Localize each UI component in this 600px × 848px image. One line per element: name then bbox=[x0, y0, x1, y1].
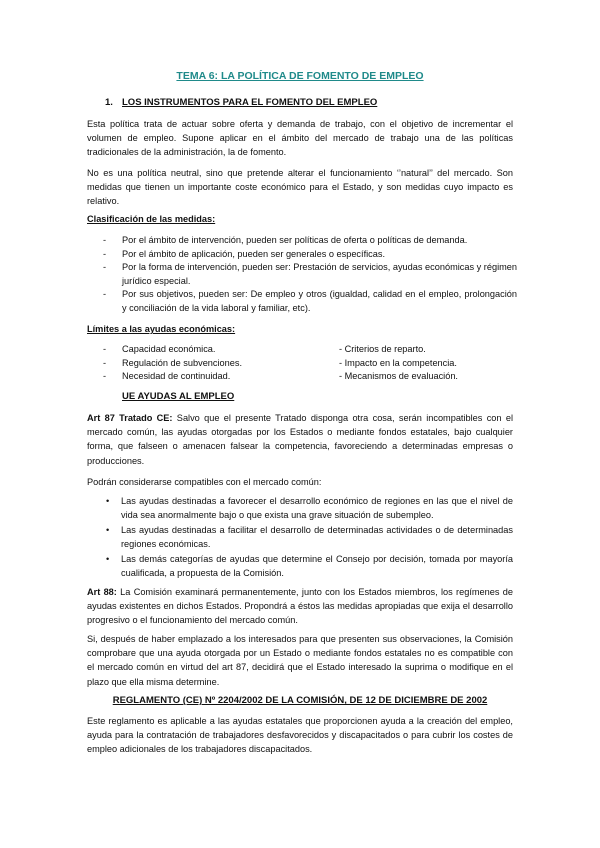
art88-label: Art 88: bbox=[87, 587, 117, 597]
paragraph-si: Si, después de haber emplazado a los interesados para que presenten sus observaciones, la Comisión comprobare que una ayuda otorgada por un Estado o mediante fondos estatales no es compatible con el mercado común en virtud del art 87, decidirá que el Estado interesado la suprima o modifique en el plazo que ella misma determine. bbox=[87, 634, 513, 687]
list-item: - Capacidad económica. bbox=[103, 344, 216, 354]
list-item: - Por el ámbito de intervención, pueden ser políticas de oferta o políticas de demanda. bbox=[87, 234, 517, 248]
art87-text: Salvo que el presente Tratado disponga otra cosa, serán incompatibles con el mercado común, las ayudas otorgadas por los Estados o mediante fondos estatales, bajo cualquier forma, que falseen o amenacen falsear la competencia, favoreciendo a determinadas empresas o producciones. bbox=[87, 413, 513, 466]
clasificacion-list bbox=[87, 234, 517, 316]
list-item: - Regulación de subvenciones. bbox=[103, 357, 243, 368]
list-item: - Por sus objetivos, pueden ser: De empleo y otros (igualdad, calidad en el empleo, prolongación y conciliación de la vida laboral y familiar, etc). bbox=[87, 288, 517, 315]
section-number: 1. bbox=[105, 97, 113, 108]
list-item: - Por la forma de intervención, pueden ser: Prestación de servicios, ayudas económicas y régimen jurídico especial. bbox=[87, 261, 517, 288]
paragraph-neutral: No es una política neutral, sino que pretende alterar el funcionamiento ‘’natural’’ del mercado. Son medidas que tienen un importante coste económico para el Estado, y son medidas cuyo impacto es relativo. bbox=[87, 168, 513, 207]
paragraph-art88 bbox=[87, 585, 513, 628]
clasificacion-heading: Clasificación de las medidas: bbox=[87, 214, 216, 224]
list-item: - Mecanismos de evaluación. bbox=[339, 371, 458, 382]
art87-label: Art 87 Tratado CE: bbox=[87, 413, 173, 423]
list-item: - Criterios de reparto. bbox=[339, 344, 426, 354]
section-heading-instrumentos bbox=[105, 97, 377, 108]
paragraph-art87 bbox=[87, 411, 513, 468]
document-title: TEMA 6: LA POLÍTICA DE FOMENTO DE EMPLEO bbox=[176, 70, 424, 82]
reglamento-heading-wrap bbox=[0, 695, 600, 706]
list-item: • Las ayudas destinadas a favorecer el desarrollo económico de regiones en las que el nivel de vida sea anormalmente bajo o que exista una grave situación de subempleo. bbox=[87, 495, 513, 522]
ue-heading: UE AYUDAS AL EMPLEO bbox=[122, 391, 235, 402]
list-item: - Por el ámbito de aplicación, pueden ser generales o específicas. bbox=[87, 248, 517, 262]
list-item: - Necesidad de continuidad. bbox=[103, 371, 231, 382]
section-title: LOS INSTRUMENTOS PARA EL FOMENTO DEL EMPLEO bbox=[122, 97, 378, 108]
paragraph-compatibles-intro: Podrán considerarse compatibles con el mercado común: bbox=[87, 477, 322, 487]
art88-text: La Comisión examinará permanentemente, junto con los Estados miembros, los regímenes de ayudas existentes en dichos Estados. Propondrá a éstos las medidas apropiadas que exija el desarrollo progresivo o el funcionamiento del mercado común. bbox=[87, 587, 513, 626]
compatibles-list bbox=[87, 495, 513, 583]
paragraph-reglamento: Este reglamento es aplicable a las ayudas estatales que proporcionen ayuda a la creación del empleo, ayuda para la contratación de trabajadores desfavorecidos y discapacitados o para cubrir los costes de empleo adicionales de los trabajadores discapacitados. bbox=[87, 716, 513, 755]
list-item: • Las demás categorías de ayudas que determine el Consejo por decisión, tomada por mayoría cualificada, a propuesta de la Comisión. bbox=[87, 553, 513, 580]
list-item: - Impacto en la competencia. bbox=[339, 357, 457, 368]
paragraph-intro: Esta política trata de actuar sobre oferta y demanda de trabajo, con el objetivo de incrementar el volumen de empleo. Supone aplicar en el ámbito del mercado de trabajo una de las políticas tradicionales de la administración, la de fomento. bbox=[87, 119, 513, 158]
limites-left-list bbox=[103, 343, 243, 384]
limites-right-list bbox=[339, 343, 458, 384]
reglamento-heading: REGLAMENTO (CE) Nº 2204/2002 DE LA COMISIÓN, DE 12 DE DICIEMBRE DE 2002 bbox=[112, 695, 488, 706]
limites-heading: Límites a las ayudas económicas: bbox=[87, 324, 236, 334]
list-item: • Las ayudas destinadas a facilitar el desarrollo de determinadas actividades o de determinadas regiones económicas. bbox=[87, 524, 513, 551]
